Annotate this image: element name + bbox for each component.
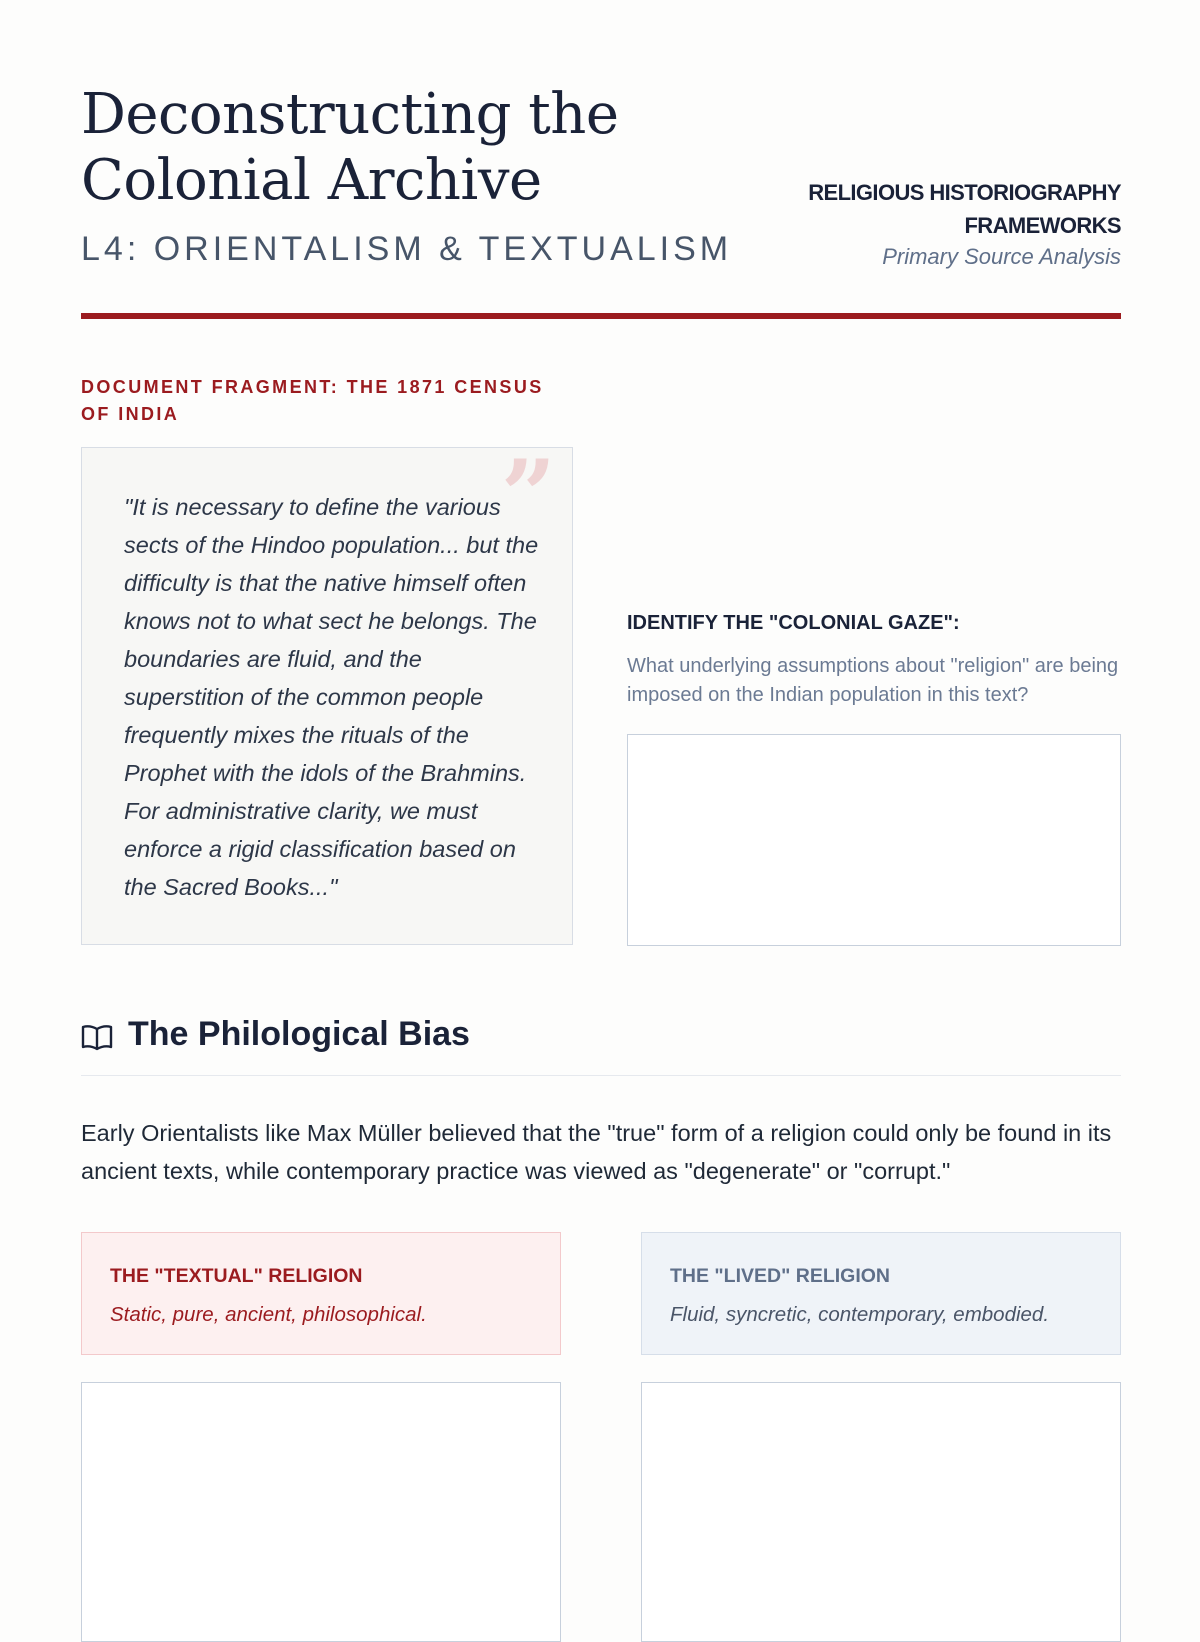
lived-religion-label: THE "LIVED" RELIGION bbox=[670, 1265, 891, 1287]
lived-religion-desc: Fluid, syncretic, contemporary, embodied. bbox=[670, 1303, 1050, 1326]
page-title bbox=[81, 82, 721, 214]
lesson-subtitle: L4: ORIENTALISM & TEXTUALISM bbox=[81, 230, 733, 268]
fragment-label-line-2: OF INDIA bbox=[81, 404, 180, 424]
lived-religion-card bbox=[641, 1232, 1121, 1355]
section-body-text: Early Orientalists like Max Müller believed that the "true" form of a religion could only be found in its ancient texts, while contemporary practice was viewed as "degenerate" or "corrupt." bbox=[81, 1120, 1112, 1184]
source-quote-text: "It is necessary to define the various sects of the Hindoo population... but the difficulty is that the native himself often knows not to what sect he belongs. The boundaries are fluid, and the superstition of the common people frequently mixes the rituals of the Prophet with the idols of the Brahmins. For administrative clarity, we must enforce a rigid classification based on the Sacred Books..." bbox=[124, 494, 539, 900]
header-divider bbox=[81, 313, 1121, 319]
course-title bbox=[761, 176, 1121, 242]
textual-religion-card bbox=[81, 1232, 561, 1355]
section-title: The Philological Bias bbox=[128, 1015, 470, 1053]
fragment-label bbox=[81, 374, 581, 428]
gaze-answer-box[interactable] bbox=[627, 734, 1121, 946]
section-header bbox=[81, 1013, 1121, 1076]
course-title-line-1: RELIGIOUS HISTORIOGRAPHY bbox=[808, 180, 1121, 205]
worksheet-page bbox=[81, 0, 1121, 1600]
gaze-question-prompt: What underlying assumptions about "religion" are being imposed on the Indian population in this text? bbox=[627, 655, 1119, 706]
course-meta bbox=[761, 176, 1121, 270]
book-open-icon bbox=[81, 1024, 113, 1052]
page-title-line-1: Deconstructing the bbox=[81, 82, 619, 147]
source-quote-card bbox=[81, 439, 573, 945]
course-title-line-2: FRAMEWORKS bbox=[964, 213, 1121, 238]
fragment-label-line-1: DOCUMENT FRAGMENT: THE 1871 CENSUS bbox=[81, 377, 544, 397]
textual-religion-label: THE "TEXTUAL" RELIGION bbox=[110, 1265, 363, 1287]
quote-icon: ” bbox=[500, 439, 556, 552]
gaze-question-title: IDENTIFY THE "COLONIAL GAZE": bbox=[627, 612, 960, 634]
course-subtitle: Primary Source Analysis bbox=[882, 244, 1121, 269]
lived-answer-box[interactable] bbox=[641, 1382, 1121, 1642]
page-title-line-2: Colonial Archive bbox=[81, 148, 542, 213]
textual-answer-box[interactable] bbox=[81, 1382, 561, 1642]
textual-religion-desc: Static, pure, ancient, philosophical. bbox=[110, 1303, 427, 1326]
